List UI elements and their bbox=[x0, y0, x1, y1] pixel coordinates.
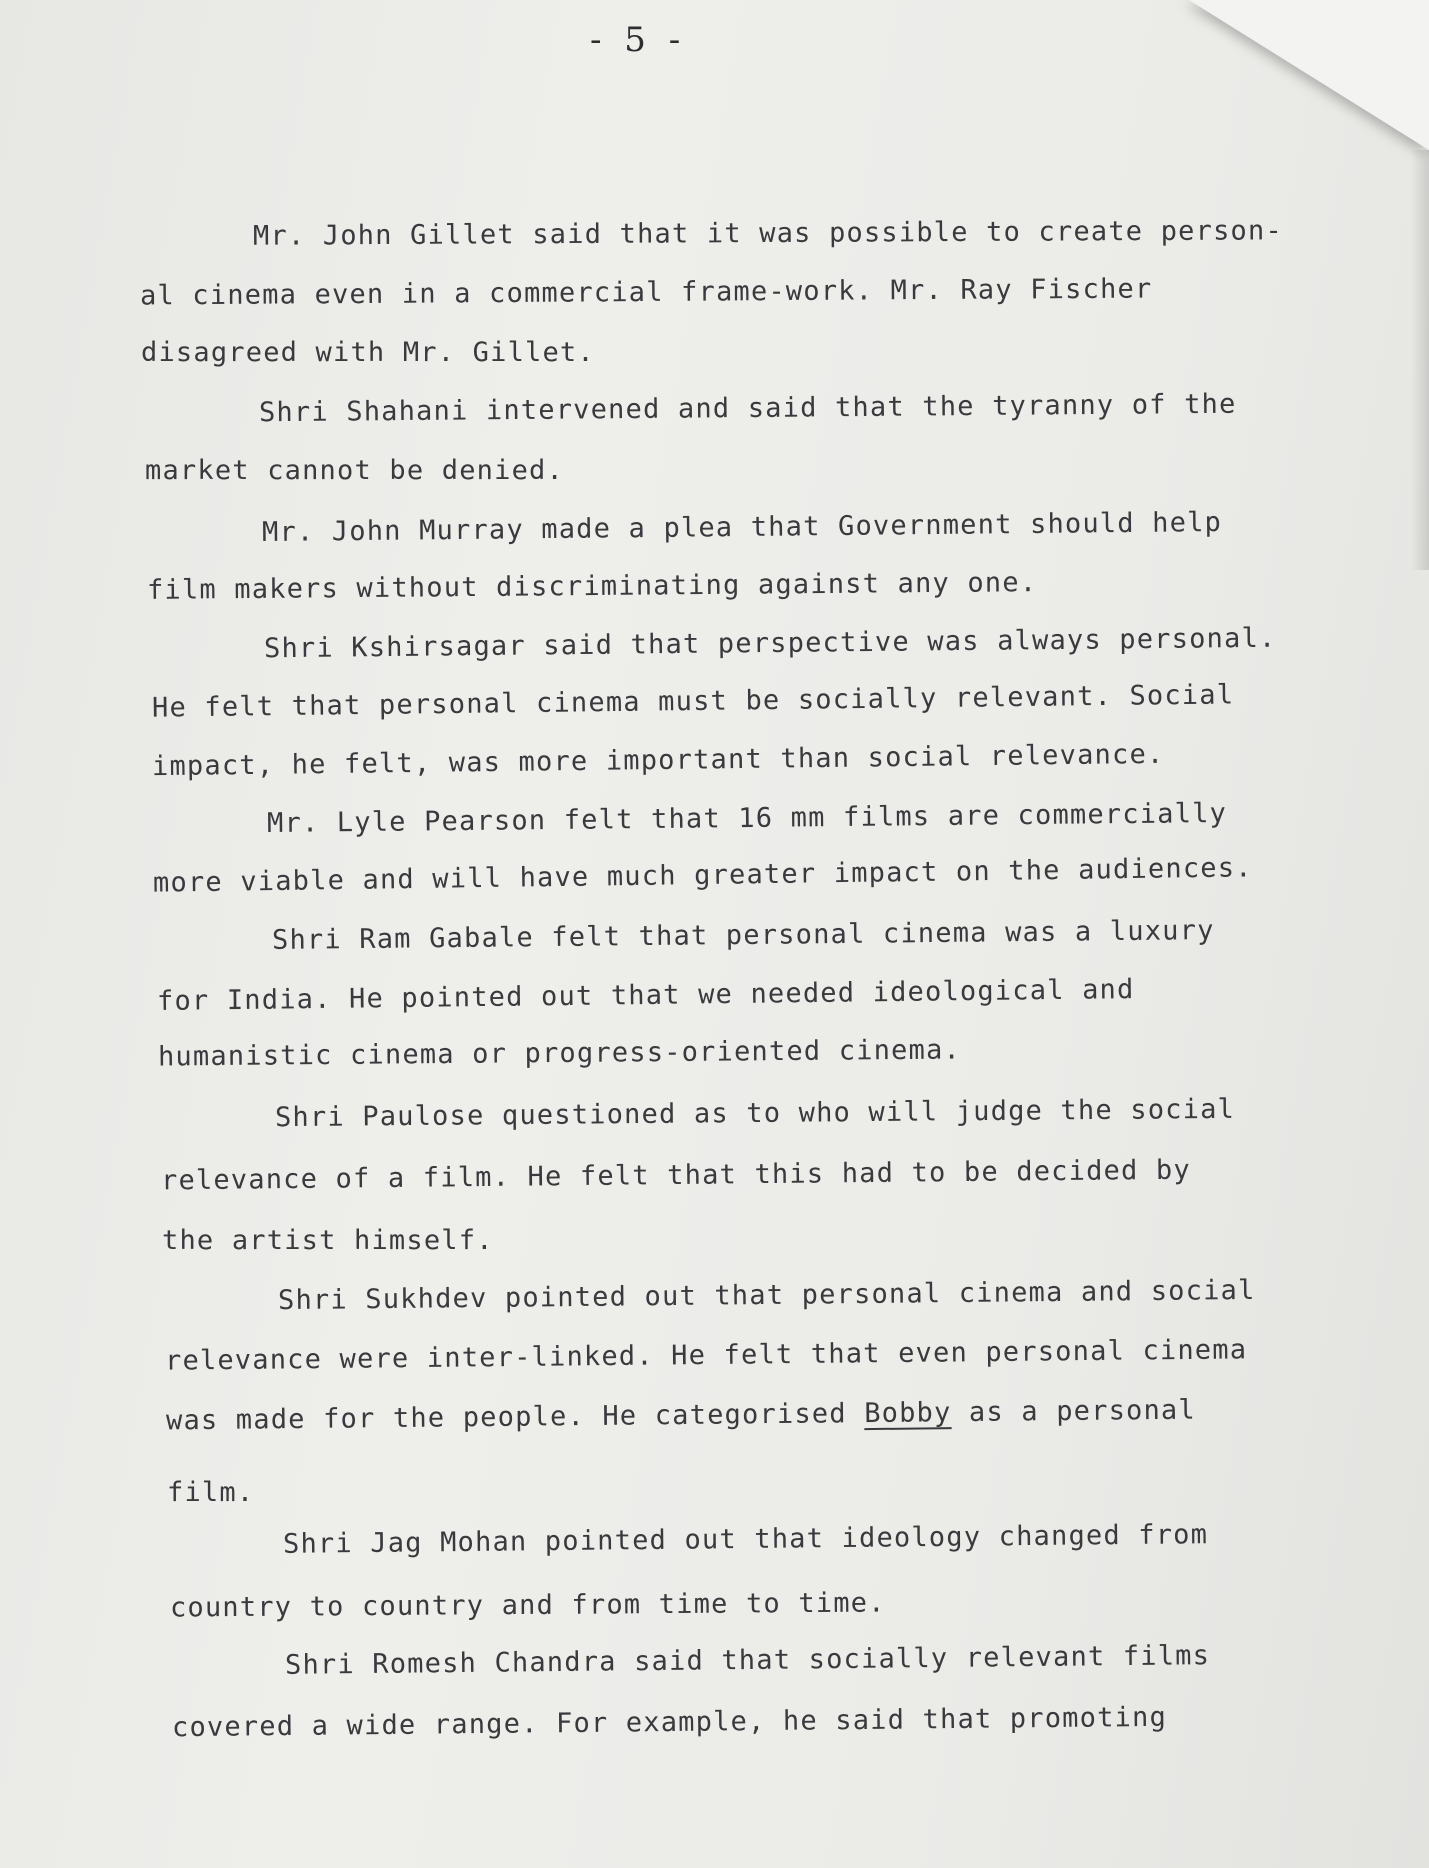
text-line: humanistic cinema or progress-oriented cinema. bbox=[157, 1034, 962, 1073]
text-segment: as a personal bbox=[968, 1394, 1197, 1428]
text-line: Mr. John Gillet said that it was possible to create person- bbox=[252, 215, 1283, 252]
text-line: disagreed with Mr. Gillet. bbox=[141, 337, 595, 368]
text-line: relevance were inter-linked. He felt that even personal cinema bbox=[164, 1334, 1248, 1377]
text-line: covered a wide range. For example, he said that promoting bbox=[171, 1701, 1168, 1744]
text-segment: was made for the people. He categorised bbox=[165, 1398, 847, 1437]
text-line: Shri Shahani intervened and said that the tyranny of the bbox=[258, 388, 1237, 429]
text-line: He felt that personal cinema must be socially relevant. Social bbox=[151, 679, 1235, 724]
text-line: for India. He pointed out that we needed ideological and bbox=[156, 974, 1135, 1017]
text-line: country to country and from time to time. bbox=[169, 1587, 886, 1624]
text-line: Shri Romesh Chandra said that socially relevant films bbox=[284, 1640, 1211, 1681]
text-line: relevance of a film. He felt that this had to be decided by bbox=[160, 1154, 1192, 1197]
text-line: al cinema even in a commercial frame-work. Mr. Ray Fischer bbox=[139, 273, 1153, 312]
text-line: the artist himself. bbox=[162, 1225, 494, 1256]
text-line: Shri Jag Mohan pointed out that ideology changed from bbox=[282, 1519, 1209, 1560]
text-line: more viable and will have much greater impact on the audiences. bbox=[152, 852, 1253, 899]
text-line: Shri Sukhdev pointed out that personal cinema and social bbox=[277, 1274, 1256, 1317]
text-line: film. bbox=[167, 1477, 255, 1508]
text-line: Shri Kshirsagar said that perspective was always personal. bbox=[263, 622, 1277, 665]
text-line: film makers without discriminating against any one. bbox=[146, 567, 1038, 606]
page-number: - 5 - bbox=[590, 20, 687, 60]
text-line: impact, he felt, was more important than social relevance. bbox=[151, 738, 1165, 783]
text-line: market cannot be denied. bbox=[145, 455, 564, 486]
text-line: Mr. John Murray made a plea that Government should help bbox=[261, 506, 1223, 549]
text-line bbox=[166, 1395, 1196, 1437]
text-line: Mr. Lyle Pearson felt that 16 mm films are commercially bbox=[266, 797, 1228, 840]
film-title-underlined: Bobby bbox=[864, 1397, 952, 1430]
text-line: Shri Paulose questioned as to who will judge the social bbox=[274, 1093, 1236, 1134]
text-line: Shri Ram Gabale felt that personal cinema was a luxury bbox=[271, 915, 1215, 956]
